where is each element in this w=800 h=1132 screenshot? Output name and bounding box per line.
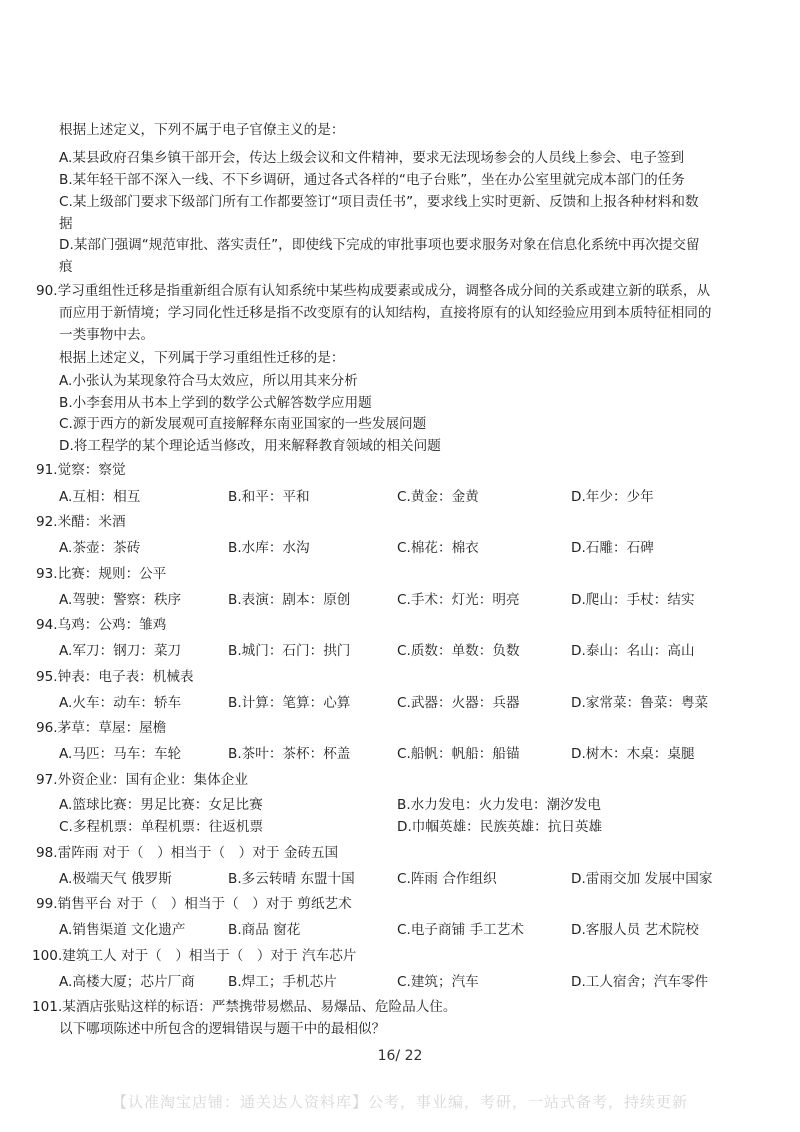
answer-option: B.水力发电：火力发电：潮汐发电 (397, 797, 601, 813)
answer-option: B.茶叶：茶杯：杯盖 (228, 746, 351, 762)
answer-option: C.多程机票：单程机票：往返机票 (59, 819, 264, 835)
answer-option: C.源于西方的新发展观可直接解释东南亚国家的一些发展问题 (59, 416, 427, 432)
answer-option: A.某县政府召集乡镇干部开会，传达上级会议和文件精神，要求无法现场参会的人员线上参会、电子签到 (59, 150, 685, 166)
answer-option: B.多云转晴 东盟十国 (228, 871, 355, 887)
answer-option: A.极端天气 俄罗斯 (59, 871, 172, 887)
question-stem: 92.米醋：米酒 (36, 514, 126, 530)
question-stem: 94.乌鸡：公鸡：雏鸡 (36, 617, 167, 633)
answer-option: A.高楼大厦；芯片厂商 (59, 974, 195, 990)
answer-option: C.某上级部门要求下级部门所有工作都要签订“项目责任书”，要求线上实时更新、反馈和上报各种材料和数 (59, 194, 699, 210)
question-stem: 91.觉察：察觉 (36, 462, 126, 478)
question-stem: 99.销售平台 对于（ ）相当于（ ）对于 剪纸艺术 (36, 896, 352, 912)
watermark-text: 【认准淘宝店铺：通关达人资料库】公考，事业编，考研，一站式备考，持续更新 (111, 1093, 688, 1111)
question-stem: 101.某酒店张贴这样的标语：严禁携带易燃品、易爆品、危险品人住。 (32, 999, 457, 1015)
question-stem: 而应用于新情境；学习同化性迁移是指不改变原有的认知结构，直接将原有的认知经验应用到本质特征相同的 (59, 305, 712, 321)
answer-option: B.焊工；手机芯片 (228, 974, 337, 990)
answer-option: A.互相：相互 (59, 489, 141, 505)
answer-option: B.计算：笔算：心算 (228, 695, 351, 711)
question-stem: 95.钟表：电子表：机械表 (36, 669, 194, 685)
answer-option: D.巾帼英雄：民族英雄：抗日英雄 (397, 819, 603, 835)
question-stem: 97.外资企业：国有企业：集体企业 (36, 772, 248, 788)
answer-option: D.家常菜：鲁菜：粤菜 (571, 695, 709, 711)
question-stem: 100.建筑工人 对于（ ）相当于（ ）对于 汽车芯片 (32, 948, 357, 964)
answer-option: A.马匹：马车：车轮 (59, 746, 182, 762)
question-prompt: 根据上述定义，下列不属于电子官僚主义的是： (59, 122, 345, 138)
answer-option: A.篮球比赛：男足比赛：女足比赛 (59, 797, 263, 813)
question-stem: 96.茅草：草屋：屋檐 (36, 720, 167, 736)
answer-option: D.将工程学的某个理论适当修改，用来解释教育领域的相关问题 (59, 438, 441, 454)
answer-option: D.石雕：石碑 (571, 540, 654, 556)
answer-option: D.客服人员 艺术院校 (571, 922, 699, 938)
answer-option: C.棉花：棉衣 (397, 540, 479, 556)
answer-option: B.商品 窗花 (228, 922, 301, 938)
question-prompt: 根据上述定义，下列属于学习重组性迁移的是： (59, 350, 345, 366)
answer-option: B.水库：水沟 (228, 540, 310, 556)
answer-option: C.质数：单数：负数 (397, 643, 520, 659)
answer-option: D.泰山：名山：高山 (571, 643, 695, 659)
answer-option: A.销售渠道 文化遗产 (59, 922, 186, 938)
answer-option: A.军刀：钢刀：菜刀 (59, 643, 182, 659)
question-stem: 98.雷阵雨 对于（ ）相当于（ ）对于 金砖五国 (36, 845, 339, 861)
answer-option: C.手术：灯光：明亮 (397, 592, 520, 608)
answer-option: B.表演：剧本：原创 (228, 592, 351, 608)
answer-option: D.雷雨交加 发展中国家 (571, 871, 713, 887)
question-prompt: 以下哪项陈述中所包含的逻辑错误与题干中的最相似？ (59, 1021, 386, 1037)
answer-option: B.城门：石门：拱门 (228, 643, 351, 659)
answer-option: B.小李套用从书本上学到的数学公式解答数学应用题 (59, 395, 372, 411)
answer-option: D.爬山：手杖：结实 (571, 592, 695, 608)
answer-option: B.和平：平和 (228, 489, 310, 505)
question-stem: 90.学习重组性迁移是指重新组合原有认知系统中某些构成要素或成分，调整各成分间的关系或建立新的联系，从 (36, 283, 711, 299)
answer-option: B.某年轻干部不深入一线、不下乡调研，通过各式各样的“电子台账”，坐在办公室里就完成本部门的任务 (59, 172, 685, 188)
question-stem: 93.比赛：规则：公平 (36, 566, 167, 582)
answer-option-continuation: 痕 (59, 259, 73, 275)
answer-option: C.武器：火器：兵器 (397, 695, 520, 711)
answer-option: C.船帆：帆船：船锚 (397, 746, 520, 762)
answer-option: C.建筑；汽车 (397, 974, 479, 990)
answer-option: D.某部门强调“规范审批、落实责任”，即使线下完成的审批事项也要求服务对象在信息化系统中再次提交留 (59, 237, 700, 253)
answer-option: D.工人宿舍；汽车零件 (571, 974, 709, 990)
answer-option: D.年少：少年 (571, 489, 654, 505)
answer-option: C.黄金：金黄 (397, 489, 479, 505)
page-number: 16/ 22 (377, 1048, 423, 1064)
answer-option: A.小张认为某现象符合马太效应，所以用其来分析 (59, 373, 358, 389)
answer-option: A.火车：动车：轿车 (59, 695, 182, 711)
answer-option: A.茶壶：茶砖 (59, 540, 141, 556)
answer-option-continuation: 据 (59, 216, 73, 232)
answer-option: C.电子商铺 手工艺术 (397, 922, 524, 938)
question-stem: 一类事物中去。 (59, 327, 155, 343)
answer-option: D.树木：木桌：桌腿 (571, 746, 695, 762)
answer-option: A.驾驶：警察：秩序 (59, 592, 182, 608)
answer-option: C.阵雨 合作组织 (397, 871, 497, 887)
